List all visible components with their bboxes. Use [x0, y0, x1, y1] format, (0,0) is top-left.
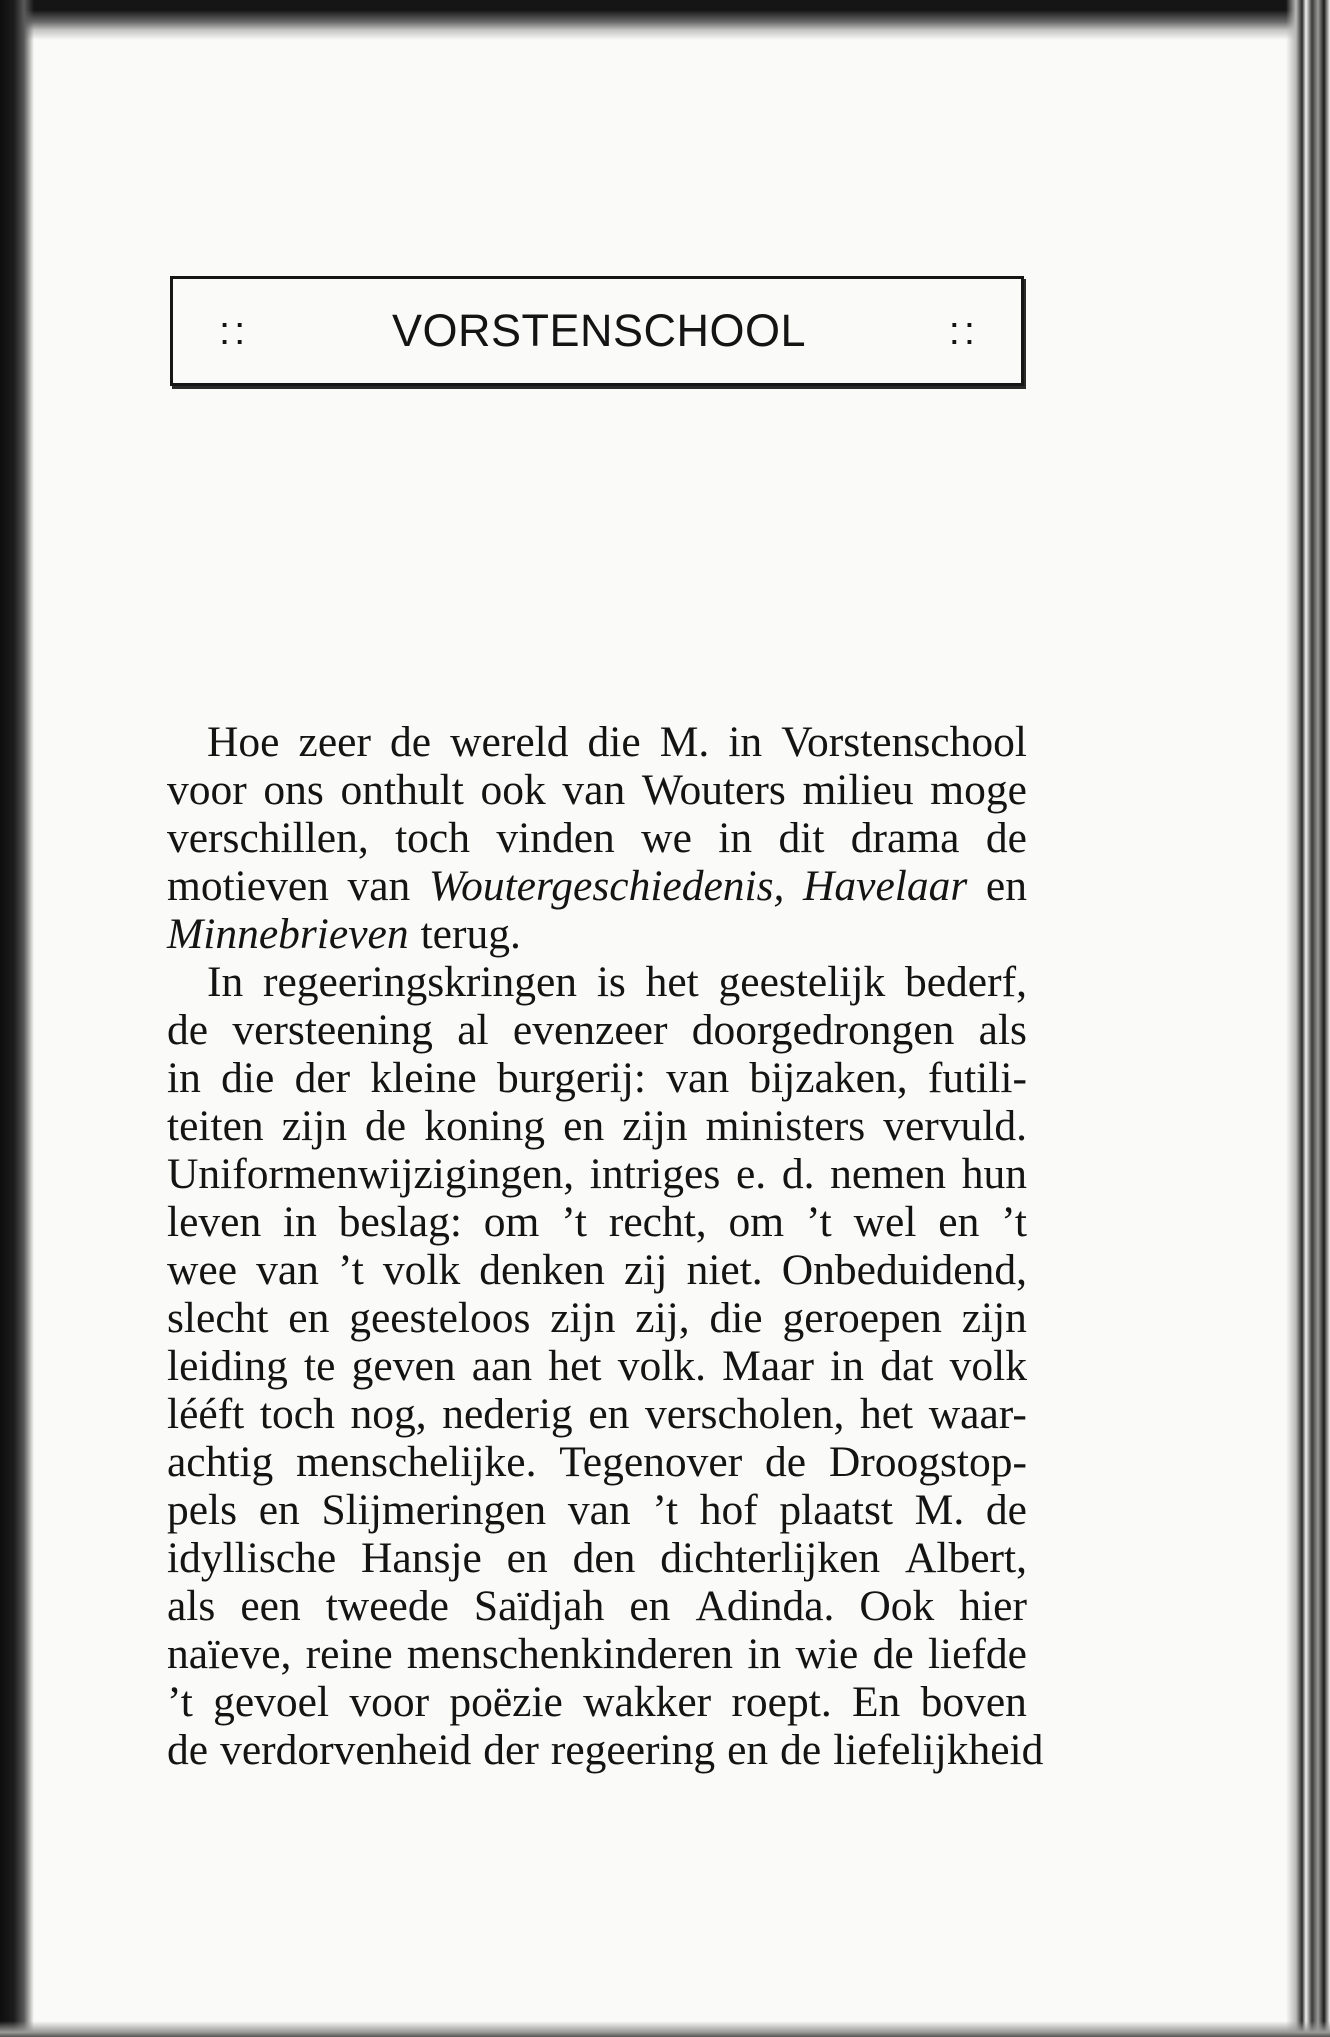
word: de [365, 1102, 407, 1150]
word: terug. [420, 910, 521, 958]
word: ons [263, 766, 324, 814]
word: regeeringskringen [263, 958, 578, 1006]
word: het [859, 1390, 914, 1438]
word: waar- [928, 1390, 1027, 1438]
word: en [985, 862, 1027, 910]
word: ’t [338, 1246, 364, 1294]
word: zijn [550, 1294, 616, 1342]
word: en [506, 1534, 548, 1582]
word: Albert, [904, 1534, 1027, 1582]
word: der [294, 1054, 351, 1102]
word: menschelijke. [296, 1438, 537, 1486]
word: in [718, 814, 753, 862]
word: intriges [589, 1150, 721, 1198]
word: Wouters [641, 766, 786, 814]
word: drama [850, 814, 960, 862]
text-line [167, 862, 1027, 910]
word: liefde [927, 1630, 1027, 1678]
text-line [167, 1678, 1027, 1726]
word: en [588, 1390, 630, 1438]
word: Slijmeringen [321, 1486, 547, 1534]
word: motieven [167, 862, 329, 910]
text-line [167, 1486, 1027, 1534]
word: de [872, 1630, 914, 1678]
word: dat [880, 1342, 934, 1390]
word: doorgedrongen [691, 1006, 955, 1054]
word: achtig [167, 1438, 274, 1486]
word: leven [167, 1198, 262, 1246]
text-line [167, 1006, 1027, 1054]
word: poëzie [449, 1678, 563, 1726]
text-line [167, 1102, 1027, 1150]
word: als [978, 1006, 1027, 1054]
word: moge [930, 766, 1027, 814]
word: d. [781, 1150, 815, 1198]
word: der [483, 1726, 539, 1774]
word: en [938, 1198, 980, 1246]
word: geesteloos [349, 1294, 531, 1342]
word: ook [480, 766, 546, 814]
word: nemen [830, 1150, 947, 1198]
word: naïeve, [167, 1630, 292, 1678]
word: Vorstenschool [781, 718, 1027, 766]
text-line [167, 1630, 1027, 1678]
word: M. [659, 718, 710, 766]
word: de [167, 1006, 209, 1054]
text-line [167, 1246, 1027, 1294]
word: Tegenover [559, 1438, 743, 1486]
word: als [167, 1582, 216, 1630]
word: menschenkinderen [406, 1630, 734, 1678]
word: en [288, 1294, 330, 1342]
word: Onbeduidend, [781, 1246, 1027, 1294]
word: zijn [622, 1102, 688, 1150]
word: Minnebrieven [167, 910, 409, 958]
word: ’t [805, 1198, 832, 1246]
word: den [572, 1534, 636, 1582]
text-line [167, 814, 1027, 862]
word: in [747, 1630, 782, 1678]
word: geroepen [782, 1294, 942, 1342]
chapter-title: VORSTENSCHOOL [391, 305, 807, 356]
word: zijn [961, 1294, 1027, 1342]
word: beslag: [338, 1198, 462, 1246]
word: om [483, 1198, 540, 1246]
word: het [548, 1342, 602, 1390]
word: hier [959, 1582, 1027, 1630]
word: boven [920, 1678, 1027, 1726]
word: in [167, 1054, 201, 1102]
word: In [207, 958, 244, 1006]
text-line [167, 1054, 1027, 1102]
text-line [167, 1582, 1027, 1630]
word: Havelaar [803, 862, 968, 910]
word: reine [305, 1630, 393, 1678]
word: denken [479, 1246, 605, 1294]
word: toch [395, 814, 470, 862]
word: de [985, 814, 1027, 862]
title-right-ornament: :: [948, 308, 979, 353]
word: hof [699, 1486, 758, 1534]
word: verdorvenheid [220, 1726, 472, 1774]
word: koning [424, 1102, 546, 1150]
word: wereld [450, 718, 569, 766]
word: wakker [583, 1678, 712, 1726]
word: geestelijk [718, 958, 886, 1006]
word: pels [167, 1486, 238, 1534]
word: Saïdjah [473, 1582, 605, 1630]
word: zijn [281, 1102, 347, 1150]
text-line [167, 958, 1027, 1006]
word: wie [795, 1630, 859, 1678]
word: Hansje [361, 1534, 482, 1582]
word: wel [853, 1198, 917, 1246]
word: niet. [686, 1246, 763, 1294]
word: ’t [652, 1486, 679, 1534]
text-line [167, 1150, 1027, 1198]
word: in [830, 1342, 865, 1390]
word: we [641, 814, 692, 862]
word: tweede [325, 1582, 449, 1630]
word: volk [382, 1246, 461, 1294]
word: en [727, 1726, 769, 1774]
word: al [457, 1006, 489, 1054]
book-spine-shadow [0, 0, 34, 2037]
word: milieu [802, 766, 914, 814]
word: evenzeer [512, 1006, 668, 1054]
word: de [390, 718, 432, 766]
text-line [167, 1534, 1027, 1582]
scan-top-edge [0, 0, 1330, 40]
word: teiten [167, 1102, 264, 1150]
word: in [728, 718, 763, 766]
word: dichterlijken [660, 1534, 881, 1582]
word: dit [778, 814, 825, 862]
word: zij, [635, 1294, 690, 1342]
word: van [562, 766, 626, 814]
word: van [347, 862, 411, 910]
word: voor [349, 1678, 430, 1726]
text-line [167, 1294, 1027, 1342]
word: die [221, 1054, 275, 1102]
word: Adinda. [695, 1582, 835, 1630]
text-line [167, 1198, 1027, 1246]
word: lééft [167, 1390, 245, 1438]
word: leiding [167, 1342, 288, 1390]
word: bijzaken, [749, 1054, 908, 1102]
word: plaatst [779, 1486, 893, 1534]
word: vinden [496, 814, 615, 862]
word: en [258, 1486, 300, 1534]
word: verscholen, [645, 1390, 845, 1438]
word: de [764, 1438, 807, 1486]
text-line [167, 1438, 1027, 1486]
text-line [167, 910, 1027, 958]
word: Uniformenwijzigingen, [167, 1150, 575, 1198]
word: vervuld. [883, 1102, 1027, 1150]
word: burgerij: [496, 1054, 646, 1102]
word: Hoe [207, 718, 280, 766]
word: te [304, 1342, 336, 1390]
word: ’t [1001, 1198, 1027, 1246]
word: wee [167, 1246, 238, 1294]
word: futili- [927, 1054, 1027, 1102]
word: versteening [232, 1006, 433, 1054]
word: van [666, 1054, 730, 1102]
word: verschillen, [167, 814, 369, 862]
word: toch [259, 1390, 335, 1438]
word: zij [624, 1246, 668, 1294]
word: volk [949, 1342, 1027, 1390]
word: nederig [442, 1390, 573, 1438]
word: van [567, 1486, 631, 1534]
word: van [256, 1246, 319, 1294]
word: geven [351, 1342, 456, 1390]
text-line [167, 1390, 1027, 1438]
word: zeer [298, 718, 371, 766]
word: de [985, 1486, 1027, 1534]
word: ’t [167, 1678, 193, 1726]
word: onthult [340, 766, 464, 814]
word: nog, [350, 1390, 427, 1438]
text-line [167, 1726, 1044, 1774]
word: is [596, 958, 626, 1006]
text-line [167, 766, 1027, 814]
word: de [780, 1726, 822, 1774]
word: roept. [731, 1678, 832, 1726]
body-text [167, 718, 1044, 1774]
word: het [645, 958, 699, 1006]
word: M. [914, 1486, 965, 1534]
word: en [563, 1102, 605, 1150]
word: liefelijkheid [833, 1726, 1044, 1774]
chapter-title-box [170, 276, 1024, 386]
word: gevoel [213, 1678, 330, 1726]
word: Woutergeschiedenis, [428, 862, 785, 910]
word: Droogstop- [828, 1438, 1027, 1486]
word: die [587, 718, 641, 766]
word: e. [735, 1150, 767, 1198]
word: om [728, 1198, 785, 1246]
word: volk. [617, 1342, 706, 1390]
word: regeering [550, 1726, 716, 1774]
word: en [629, 1582, 671, 1630]
word: voor [167, 766, 247, 814]
word: En [851, 1678, 901, 1726]
word: recht, [608, 1198, 707, 1246]
scan-bottom-edge [0, 2021, 1330, 2037]
word: een [240, 1582, 301, 1630]
word: idyllische [167, 1534, 337, 1582]
page-stack-edge [1286, 0, 1330, 2037]
word: aan [471, 1342, 533, 1390]
text-line [167, 1342, 1027, 1390]
word: Maar [722, 1342, 814, 1390]
word: ministers [705, 1102, 866, 1150]
word: de [167, 1726, 209, 1774]
word: slecht [167, 1294, 269, 1342]
text-line [167, 718, 1027, 766]
word: die [709, 1294, 763, 1342]
word: Ook [859, 1582, 935, 1630]
word: in [283, 1198, 317, 1246]
word: ’t [561, 1198, 588, 1246]
word: kleine [370, 1054, 477, 1102]
word: bederf, [905, 958, 1027, 1006]
word: hun [961, 1150, 1027, 1198]
title-left-ornament: :: [219, 308, 250, 353]
